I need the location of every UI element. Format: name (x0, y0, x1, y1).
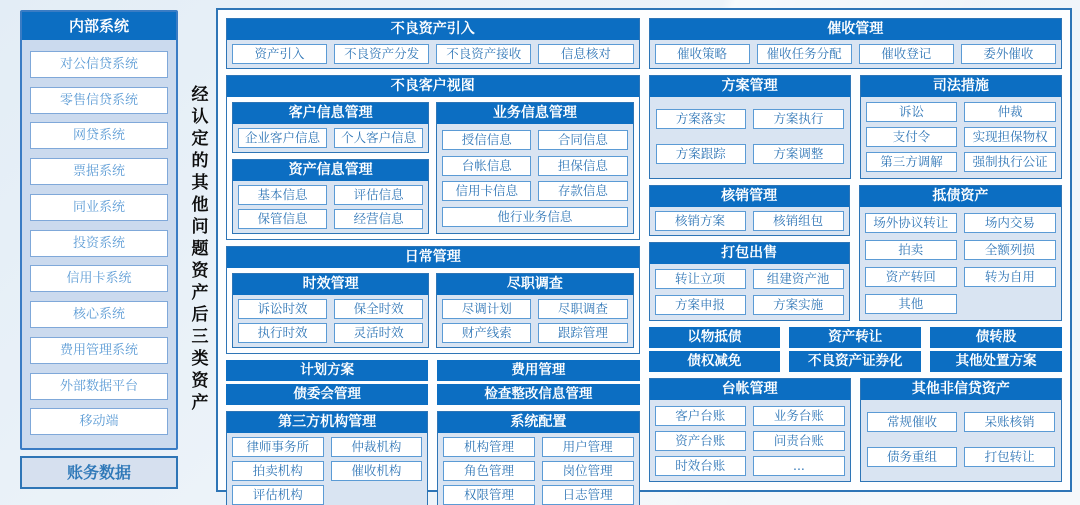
module-bar: 以物抵债 (649, 327, 781, 348)
button-row (238, 128, 423, 148)
module-bar: 债委会管理 (226, 384, 428, 405)
module-bar: 债权减免 (649, 351, 781, 372)
vertical-category-label: 经认定的其他问题资产后三类资产 (187, 85, 208, 415)
module-button: 委外催收 (961, 44, 1056, 64)
module-button: 用户管理 (542, 437, 634, 457)
button-row (442, 130, 627, 150)
button-row (867, 447, 1055, 467)
module-bar: 资产转让 (789, 327, 921, 348)
main-panel (216, 8, 1072, 502)
section-header: 第三方机构管理 (227, 412, 427, 433)
module-button: 方案申报 (655, 295, 746, 315)
button-row (655, 295, 844, 315)
module-button: 台帐信息 (442, 156, 531, 176)
module-button: 执行时效 (238, 323, 327, 343)
module-button: 实现担保物权 (964, 127, 1056, 147)
module-button: 诉讼 (866, 102, 958, 122)
system-item: 对公信贷系统 (30, 51, 168, 78)
button-row (443, 485, 633, 505)
section-collection-mgmt (649, 18, 1063, 69)
module-button: 律师事务所 (232, 437, 324, 457)
module-button: 转让立项 (655, 269, 746, 289)
button-row (443, 461, 633, 481)
module-button: 灵活时效 (334, 323, 423, 343)
system-item: 移动端 (30, 408, 168, 435)
module-button: 个人客户信息 (334, 128, 423, 148)
button-row (655, 431, 845, 451)
subsection-header: 客户信息管理 (233, 103, 428, 124)
button-row (655, 44, 1057, 64)
module-button: 催收登记 (859, 44, 954, 64)
module-bar: 其他处置方案 (930, 351, 1062, 372)
module-button: 机构管理 (443, 437, 535, 457)
section-header: 抵债资产 (860, 186, 1061, 207)
section-header: 方案管理 (650, 76, 850, 97)
button-row (238, 323, 423, 343)
module-button: 仲裁 (964, 102, 1056, 122)
section-header: 系统配置 (438, 412, 638, 433)
button-row (442, 181, 627, 201)
module-button: 业务台账 (753, 406, 845, 426)
module-button: 场内交易 (964, 213, 1056, 233)
section-other-non-credit (860, 378, 1062, 482)
button-row (232, 437, 422, 457)
module-button: 常规催收 (867, 412, 958, 432)
module-button: 角色管理 (443, 461, 535, 481)
module-button: 呆账核销 (964, 412, 1055, 432)
module-button: 拍卖 (865, 240, 957, 260)
module-button: 其他 (865, 294, 957, 314)
module-button: 催收任务分配 (757, 44, 852, 64)
module-button: 强制执行公证 (964, 152, 1056, 172)
system-item: 零售信贷系统 (30, 87, 168, 114)
module-button: 第三方调解 (866, 152, 958, 172)
module-button: 岗位管理 (542, 461, 634, 481)
module-button: 催收策略 (655, 44, 750, 64)
button-row (656, 144, 844, 164)
module-button: 信息核对 (538, 44, 633, 64)
module-button: 核销方案 (655, 211, 746, 231)
module-button: 授信信息 (442, 130, 531, 150)
section-header: 日常管理 (227, 247, 639, 268)
module-button: 问责台账 (753, 431, 845, 451)
module-button: 组建资产池 (753, 269, 844, 289)
section-daily-mgmt (226, 246, 640, 354)
module-bar: 计划方案 (226, 360, 428, 381)
section-header: 司法措施 (861, 76, 1061, 97)
module-button: 尽职调查 (538, 299, 627, 319)
button-row (655, 211, 844, 231)
module-button: 方案执行 (753, 109, 844, 129)
module-button: 评估信息 (334, 185, 423, 205)
bar-row (226, 360, 640, 381)
main-left-column (226, 18, 640, 502)
module-button: 评估机构 (232, 485, 324, 505)
module-button: 基本信息 (238, 185, 327, 205)
button-row (655, 269, 844, 289)
system-item: 信用卡系统 (30, 265, 168, 292)
module-button: 信用卡信息 (442, 181, 531, 201)
section-sys-config (437, 411, 639, 505)
module-button: 资产转回 (865, 267, 957, 287)
module-bar: 不良资产证券化 (789, 351, 921, 372)
subsection-customer-info (232, 102, 429, 153)
button-row (442, 207, 627, 227)
system-item: 外部数据平台 (30, 373, 168, 400)
module-button: 全额列损 (964, 240, 1056, 260)
subsection-header: 尽职调查 (437, 274, 632, 295)
module-button: 他行业务信息 (442, 207, 627, 227)
section-header: 催收管理 (650, 19, 1062, 40)
module-bar: 检查整改信息管理 (437, 384, 639, 405)
module-button: 场外协议转让 (865, 213, 957, 233)
right-module-bars (649, 327, 1063, 372)
section-header: 不良资产引入 (227, 19, 639, 40)
button-row (655, 406, 845, 426)
section-judicial-measures (860, 75, 1062, 179)
module-button: 合同信息 (538, 130, 627, 150)
section-package-sale (649, 242, 850, 322)
button-row (443, 437, 633, 457)
module-button: 尽调计划 (442, 299, 531, 319)
main-right-column (649, 18, 1063, 482)
button-row (866, 102, 1056, 122)
button-row (442, 156, 627, 176)
bar-row (649, 327, 1063, 348)
module-button: 方案实施 (753, 295, 844, 315)
module-button: 跟踪管理 (538, 323, 627, 343)
module-button: 支付令 (866, 127, 958, 147)
section-header: 不良客户视图 (227, 76, 639, 97)
module-button: 不良资产分发 (334, 44, 429, 64)
button-row (865, 240, 1056, 260)
module-button: 催收机构 (331, 461, 423, 481)
button-row (238, 299, 423, 319)
section-bad-asset-intro (226, 18, 640, 69)
subsection-aging-mgmt (232, 273, 429, 348)
module-button: 债务重组 (867, 447, 958, 467)
module-button: 转为自用 (964, 267, 1056, 287)
subsection-header: 资产信息管理 (233, 160, 428, 181)
section-header: 打包出售 (650, 243, 849, 264)
module-button: 企业客户信息 (238, 128, 327, 148)
section-third-party-orgs (226, 411, 428, 505)
module-button: 方案落实 (656, 109, 747, 129)
system-item: 费用管理系统 (30, 337, 168, 364)
subsection-header: 业务信息管理 (437, 103, 632, 124)
section-debt-offset-assets (859, 185, 1062, 322)
module-bar: 费用管理 (437, 360, 639, 381)
system-item: 核心系统 (30, 301, 168, 328)
system-item: 投资系统 (30, 230, 168, 257)
module-bar: 债转股 (930, 327, 1062, 348)
button-row (232, 485, 422, 505)
module-button: ... (753, 456, 845, 476)
module-button: 权限管理 (443, 485, 535, 505)
subsection-asset-info (232, 159, 429, 234)
system-item: 票据系统 (30, 158, 168, 185)
button-row (238, 185, 423, 205)
button-row (232, 461, 422, 481)
module-button: 方案跟踪 (656, 144, 747, 164)
subsection-due-diligence (436, 273, 633, 348)
button-row (238, 209, 423, 229)
bar-row (649, 351, 1063, 372)
subsection-business-info (436, 102, 633, 234)
section-bad-customer-view (226, 75, 640, 240)
left-module-bars (226, 360, 640, 405)
subsection-header: 时效管理 (233, 274, 428, 295)
module-button: 时效台账 (655, 456, 747, 476)
button-row (865, 267, 1056, 287)
module-button: 客户台账 (655, 406, 747, 426)
button-row (866, 152, 1056, 172)
module-button: 方案调整 (753, 144, 844, 164)
section-ledger-mgmt (649, 378, 851, 482)
button-row (867, 412, 1055, 432)
button-row (442, 299, 627, 319)
button-row (656, 109, 844, 129)
module-button: 仲裁机构 (331, 437, 423, 457)
module-button: 核销组包 (753, 211, 844, 231)
accounting-data-box: 账务数据 (20, 456, 178, 489)
system-item: 网贷系统 (30, 122, 168, 149)
module-button: 打包转让 (964, 447, 1055, 467)
module-button: 资产台账 (655, 431, 747, 451)
module-button: 经营信息 (334, 209, 423, 229)
module-button: 诉讼时效 (238, 299, 327, 319)
button-row (655, 456, 845, 476)
module-button: 不良资产接收 (436, 44, 531, 64)
system-item: 同业系统 (30, 194, 168, 221)
module-button: 日志管理 (542, 485, 634, 505)
internal-systems-title: 内部系统 (22, 12, 176, 40)
section-header: 其他非信贷资产 (861, 379, 1061, 400)
button-row (865, 294, 1056, 314)
module-button: 资产引入 (232, 44, 327, 64)
module-button: 担保信息 (538, 156, 627, 176)
section-writeoff-mgmt (649, 185, 850, 236)
module-button: 拍卖机构 (232, 461, 324, 481)
module-button: 保管信息 (238, 209, 327, 229)
module-button: 存款信息 (538, 181, 627, 201)
button-row (442, 323, 627, 343)
button-row (232, 44, 634, 64)
button-row (865, 213, 1056, 233)
module-button: 保全时效 (334, 299, 423, 319)
bar-row (226, 384, 640, 405)
button-row (866, 127, 1056, 147)
module-button: 财产线索 (442, 323, 531, 343)
section-header: 台帐管理 (650, 379, 850, 400)
internal-systems-panel (20, 10, 178, 450)
section-plan-mgmt (649, 75, 851, 179)
section-header: 核销管理 (650, 186, 849, 207)
internal-systems-list (22, 40, 176, 448)
